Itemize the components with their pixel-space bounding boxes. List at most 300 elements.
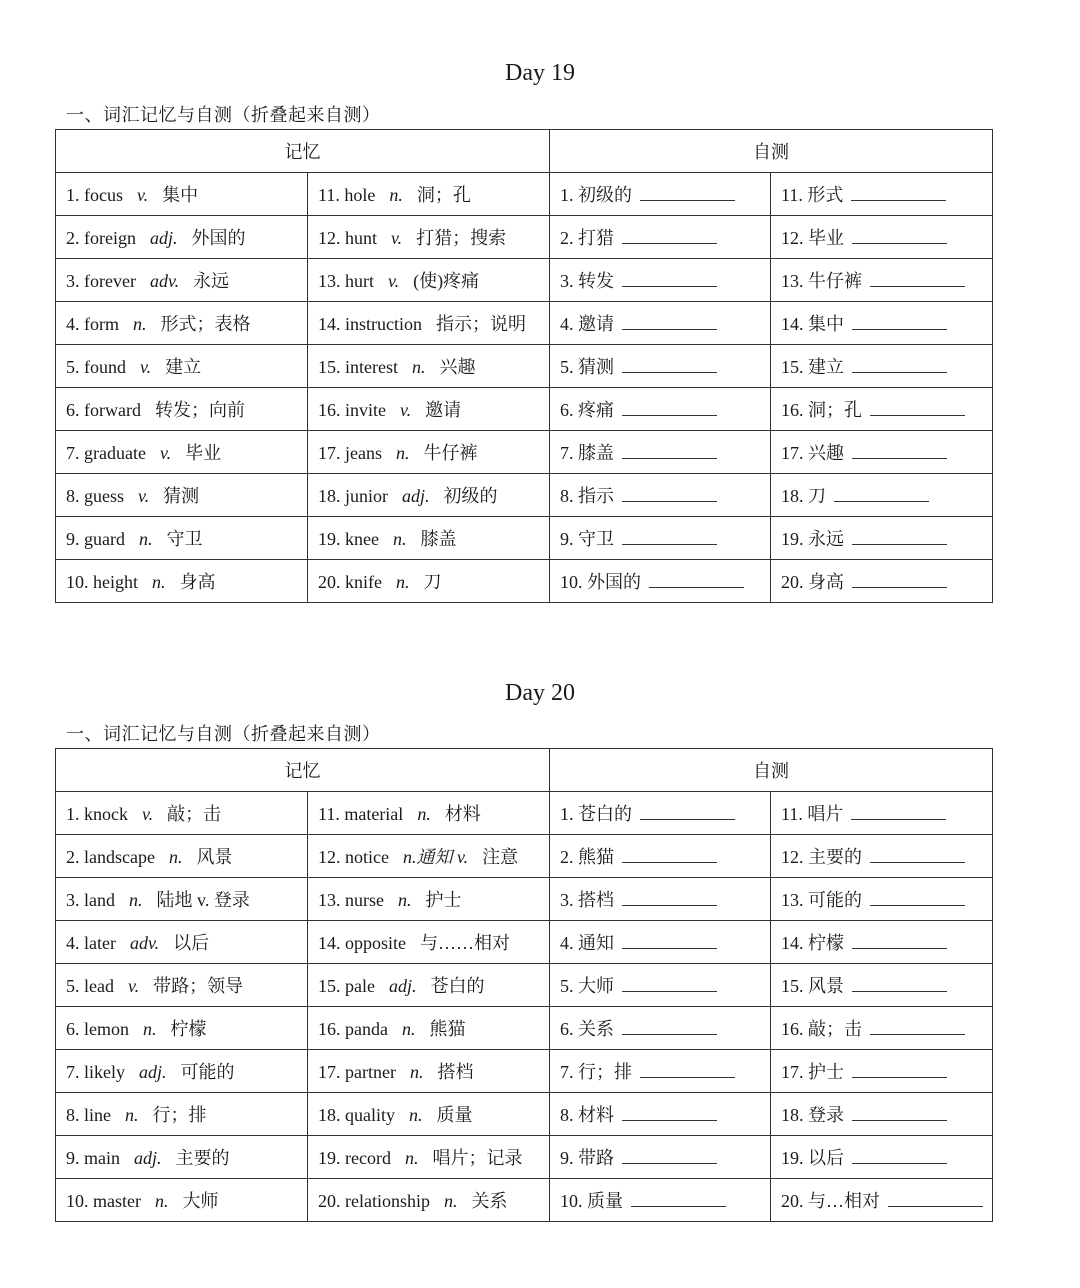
test-prompt: 11. 唱片 [781,804,844,824]
table-row [56,431,993,474]
chinese-meaning: 刀 [423,572,442,592]
test-prompt: 1. 初级的 [560,185,632,205]
chinese-meaning: 邀请 [425,400,462,420]
answer-blank[interactable] [622,934,717,949]
word: 5. lead [66,976,114,996]
part-of-speech: v. [137,185,149,205]
day-19-title: Day 19 [505,60,575,86]
memorize-entry [56,216,308,259]
part-of-speech: n. [125,1105,139,1125]
self-test-entry [771,173,993,216]
chinese-meaning: 可能的 [180,1062,235,1082]
memorize-entry [56,921,308,964]
part-of-speech: n.通知 v. [402,847,469,867]
self-test-entry [550,1179,771,1222]
table-row [56,1093,993,1136]
word: 18. junior [318,486,388,506]
table-row [56,216,993,259]
part-of-speech: n. [401,1019,416,1039]
word: 6. forward [66,400,141,420]
memorize-entry [308,1093,550,1136]
memorize-entry [56,345,308,388]
self-test-entry [771,1179,993,1222]
answer-blank[interactable] [870,848,965,863]
test-prompt: 16. 洞；孔 [781,400,862,420]
word: 12. hunt [318,228,378,248]
test-prompt: 2. 打猎 [560,228,614,248]
word: 11. material [318,804,404,824]
table-row [56,345,993,388]
word: 2. landscape [66,847,155,867]
test-prompt: 14. 柠檬 [781,933,844,953]
self-test-entry [550,517,771,560]
memorize-entry [308,259,550,302]
chinese-meaning: 主要的 [175,1148,230,1168]
memorize-entry [56,560,308,603]
word: 13. nurse [318,890,384,910]
chinese-meaning: 集中 [162,185,199,205]
chinese-meaning: 行；排 [152,1105,207,1125]
part-of-speech: n. [409,1062,424,1082]
part-of-speech: n. [138,529,153,549]
answer-blank[interactable] [852,934,947,949]
word: 4. form [66,314,119,334]
word: 12. notice [318,847,389,867]
test-prompt: 18. 刀 [781,486,826,506]
self-test-entry [550,431,771,474]
day-19-rows [56,173,993,603]
self-test-entry [771,1136,993,1179]
self-test-entry [771,878,993,921]
self-test-header: 自测 [550,749,993,792]
part-of-speech: n. [129,890,143,910]
word: 15. interest [318,357,398,377]
answer-blank[interactable] [852,977,947,992]
answer-blank[interactable] [870,1020,965,1035]
memorize-entry [56,1093,308,1136]
memorize-entry [308,216,550,259]
test-prompt: 19. 永远 [781,529,844,549]
memorize-entry [308,1179,550,1222]
chinese-meaning: 初级的 [443,486,498,506]
table-row [56,1136,993,1179]
table-row [56,474,993,517]
test-prompt: 10. 质量 [560,1191,623,1211]
self-test-entry [550,878,771,921]
memorize-entry [56,302,308,345]
part-of-speech: n. [143,1019,157,1039]
table-row [56,1179,993,1222]
test-prompt: 19. 以后 [781,1148,844,1168]
self-test-entry [550,388,771,431]
table-row [56,1050,993,1093]
memorize-entry [308,878,550,921]
chinese-meaning: 转发；向前 [154,400,245,420]
part-of-speech: n. [395,572,410,592]
answer-blank[interactable] [870,891,965,906]
test-prompt: 6. 关系 [560,1019,614,1039]
part-of-speech: n. [154,1191,169,1211]
part-of-speech: adj. [134,1148,162,1168]
word: 19. knee [318,529,379,549]
chinese-meaning: 唱片；记录 [432,1148,523,1168]
test-prompt: 1. 苍白的 [560,804,632,824]
word: 15. pale [318,976,375,996]
chinese-meaning: 兴趣 [439,357,476,377]
part-of-speech: n. [392,529,407,549]
part-of-speech: v. [138,486,150,506]
memorize-entry [56,792,308,835]
test-prompt: 10. 外国的 [560,572,641,592]
chinese-meaning: 敲；击 [167,804,222,824]
test-prompt: 16. 敲；击 [781,1019,862,1039]
chinese-meaning: 大师 [182,1191,219,1211]
test-prompt: 3. 转发 [560,271,614,291]
word: 10. master [66,1191,141,1211]
word: 11. hole [318,185,376,205]
table-row [56,792,993,835]
word: 9. main [66,1148,120,1168]
day-20-title: Day 20 [505,680,575,706]
chinese-meaning: (使)疼痛 [413,271,480,291]
chinese-meaning: 毕业 [185,443,222,463]
answer-blank[interactable] [870,401,965,416]
self-test-entry [771,302,993,345]
test-prompt: 18. 登录 [781,1105,844,1125]
test-prompt: 2. 熊猫 [560,847,614,867]
self-test-entry [771,921,993,964]
table-row [56,921,993,964]
self-test-entry [771,560,993,603]
part-of-speech: adj. [388,976,417,996]
answer-blank[interactable] [622,444,717,459]
table-row [56,302,993,345]
self-test-entry [550,345,771,388]
answer-blank[interactable] [622,1106,717,1121]
self-test-entry [550,792,771,835]
test-prompt: 14. 集中 [781,314,844,334]
word: 20. relationship [318,1191,430,1211]
day-20-rows [56,792,993,1222]
part-of-speech: v. [400,400,412,420]
test-prompt: 15. 建立 [781,357,844,377]
self-test-entry [771,388,993,431]
memorize-entry [56,835,308,878]
self-test-entry [550,474,771,517]
part-of-speech: adj. [139,1062,167,1082]
answer-blank[interactable] [622,272,717,287]
chinese-meaning: 熊猫 [429,1019,466,1039]
self-test-entry [771,474,993,517]
memorize-entry [56,474,308,517]
memorize-entry [308,560,550,603]
word: 13. hurt [318,271,374,291]
self-test-entry [771,216,993,259]
test-prompt: 7. 行；排 [560,1062,632,1082]
word: 17. jeans [318,443,382,463]
chinese-meaning: 打猎；搜索 [416,228,507,248]
test-prompt: 9. 守卫 [560,529,614,549]
chinese-meaning: 形式；表格 [160,314,251,334]
test-prompt: 11. 形式 [781,185,844,205]
test-prompt: 5. 猜测 [560,357,614,377]
part-of-speech: v. [142,804,154,824]
self-test-entry [771,259,993,302]
table-row [56,259,993,302]
answer-blank[interactable] [888,1192,983,1207]
self-test-entry [550,560,771,603]
memorize-entry [308,173,550,216]
self-test-entry [771,964,993,1007]
word: 6. lemon [66,1019,129,1039]
chinese-meaning: 守卫 [166,529,203,549]
chinese-meaning: 关系 [471,1191,508,1211]
word: 10. height [66,572,138,592]
chinese-meaning: 永远 [193,271,230,291]
answer-blank[interactable] [851,805,946,820]
word: 16. panda [318,1019,388,1039]
memorize-entry [308,792,550,835]
chinese-meaning: 指示；说明 [436,314,526,334]
self-test-entry [771,835,993,878]
answer-blank[interactable] [631,1192,726,1207]
chinese-meaning: 苍白的 [430,976,485,996]
word: 7. graduate [66,443,146,463]
part-of-speech: n. [411,357,426,377]
memorize-entry [308,388,550,431]
chinese-meaning: 建立 [165,357,202,377]
word: 8. guess [66,486,124,506]
self-test-entry [771,431,993,474]
test-prompt: 3. 搭档 [560,890,614,910]
test-prompt: 12. 毕业 [781,228,844,248]
memorize-entry [56,964,308,1007]
answer-blank[interactable] [852,530,947,545]
memorize-entry [56,517,308,560]
memorize-entry [308,474,550,517]
self-test-entry [550,1093,771,1136]
self-test-entry [550,1007,771,1050]
answer-blank[interactable] [622,977,717,992]
memorize-entry [56,259,308,302]
part-of-speech: n. [168,847,183,867]
memorize-entry [308,921,550,964]
table-row [56,964,993,1007]
chinese-meaning: 猜测 [163,486,200,506]
answer-blank[interactable] [640,186,735,201]
self-test-entry [771,1093,993,1136]
test-prompt: 13. 牛仔裤 [781,271,862,291]
word: 9. guard [66,529,125,549]
test-prompt: 8. 材料 [560,1105,614,1125]
chinese-meaning: 护士 [425,890,462,910]
part-of-speech: n. [443,1191,458,1211]
test-prompt: 20. 与…相对 [781,1191,880,1211]
answer-blank[interactable] [852,358,947,373]
answer-blank[interactable] [852,229,947,244]
chinese-meaning: 身高 [179,572,216,592]
word: 1. knock [66,804,128,824]
word: 16. invite [318,400,386,420]
part-of-speech: v. [127,976,140,996]
self-test-entry [550,835,771,878]
word: 14. instruction [318,314,422,334]
memorize-entry [308,345,550,388]
chinese-meaning: 风景 [196,847,233,867]
word: 8. line [66,1105,111,1125]
test-prompt: 6. 疼痛 [560,400,614,420]
part-of-speech: n. [133,314,147,334]
table-row [56,1007,993,1050]
self-test-entry [550,964,771,1007]
chinese-meaning: 柠檬 [170,1019,207,1039]
test-prompt: 7. 膝盖 [560,443,614,463]
memorize-header: 记忆 [56,749,550,792]
self-test-header: 自测 [550,130,993,173]
day-20-vocab-table [55,748,993,1222]
part-of-speech: n. [398,890,412,910]
day-19-section-title: 一、词汇记忆与自测（折叠起来自测） [66,105,381,125]
table-row [56,878,993,921]
day-19-vocab-table [55,129,993,603]
test-prompt: 8. 指示 [560,486,614,506]
test-prompt: 12. 主要的 [781,847,862,867]
word: 20. knife [318,572,382,592]
memorize-entry [308,964,550,1007]
part-of-speech: adv. [149,271,180,291]
answer-blank[interactable] [649,573,744,588]
test-prompt: 17. 护士 [781,1062,844,1082]
self-test-entry [550,302,771,345]
word: 14. opposite [318,933,406,953]
memorize-entry [308,517,550,560]
memorize-entry [56,388,308,431]
part-of-speech: n. [395,443,410,463]
answer-blank[interactable] [622,891,717,906]
chinese-meaning: 材料 [444,804,481,824]
answer-blank[interactable] [851,186,946,201]
chinese-meaning: 外国的 [191,228,246,248]
memorize-entry [56,1007,308,1050]
word: 3. forever [66,271,136,291]
memorize-entry [308,835,550,878]
part-of-speech: n. [389,185,403,205]
answer-blank[interactable] [622,530,717,545]
self-test-entry [771,517,993,560]
test-prompt: 20. 身高 [781,572,844,592]
self-test-entry [771,345,993,388]
chinese-meaning: 陆地 v. 登录 [156,890,250,910]
self-test-entry [550,1050,771,1093]
memorize-entry [56,173,308,216]
part-of-speech: v. [159,443,172,463]
self-test-entry [771,1050,993,1093]
word: 18. quality [318,1105,395,1125]
chinese-meaning: 膝盖 [420,529,457,549]
part-of-speech: v. [140,357,152,377]
answer-blank[interactable] [870,272,965,287]
self-test-entry [550,216,771,259]
word: 4. later [66,933,116,953]
part-of-speech: adj. [149,228,178,248]
part-of-speech: n. [409,1105,423,1125]
answer-blank[interactable] [852,1149,947,1164]
self-test-entry [550,173,771,216]
word: 5. found [66,357,126,377]
answer-blank[interactable] [622,315,717,330]
answer-blank[interactable] [622,848,717,863]
memorize-entry [56,1050,308,1093]
self-test-entry [550,921,771,964]
answer-blank[interactable] [852,444,947,459]
part-of-speech: adv. [129,933,160,953]
chinese-meaning: 带路；领导 [153,976,244,996]
chinese-meaning: 搭档 [437,1062,474,1082]
memorize-entry [308,1050,550,1093]
answer-blank[interactable] [640,805,735,820]
answer-blank[interactable] [622,229,717,244]
answer-blank[interactable] [852,1106,947,1121]
word: 1. focus [66,185,123,205]
chinese-meaning: 洞；孔 [416,185,471,205]
memorize-entry [56,431,308,474]
chinese-meaning: 以后 [173,933,210,953]
memorize-entry [308,431,550,474]
answer-blank[interactable] [622,358,717,373]
part-of-speech: v. [388,271,400,291]
chinese-meaning: 注意 [482,847,519,867]
table-row [56,517,993,560]
memorize-entry [308,1136,550,1179]
answer-blank[interactable] [834,487,929,502]
answer-blank[interactable] [622,401,717,416]
day-20-section-title: 一、词汇记忆与自测（折叠起来自测） [66,724,381,744]
answer-blank[interactable] [852,1063,947,1078]
part-of-speech: v. [391,228,403,248]
test-prompt: 17. 兴趣 [781,443,844,463]
memorize-entry [56,1136,308,1179]
self-test-entry [550,259,771,302]
answer-blank[interactable] [852,573,947,588]
test-prompt: 4. 邀请 [560,314,614,334]
word: 3. land [66,890,115,910]
answer-blank[interactable] [622,1020,717,1035]
table-row [56,173,993,216]
word: 2. foreign [66,228,136,248]
part-of-speech: n. [404,1148,419,1168]
word: 7. likely [66,1062,125,1082]
test-prompt: 9. 带路 [560,1148,614,1168]
part-of-speech: n. [417,804,431,824]
word: 19. record [318,1148,391,1168]
self-test-entry [771,1007,993,1050]
chinese-meaning: 牛仔裤 [423,443,478,463]
test-prompt: 5. 大师 [560,976,614,996]
memorize-header: 记忆 [56,130,550,173]
test-prompt: 15. 风景 [781,976,844,996]
answer-blank[interactable] [622,487,717,502]
chinese-meaning: 与……相对 [420,933,510,953]
table-row [56,560,993,603]
self-test-entry [771,792,993,835]
table-row [56,835,993,878]
answer-blank[interactable] [640,1063,735,1078]
answer-blank[interactable] [852,315,947,330]
part-of-speech: n. [152,572,166,592]
memorize-entry [308,302,550,345]
memorize-entry [56,878,308,921]
answer-blank[interactable] [622,1149,717,1164]
